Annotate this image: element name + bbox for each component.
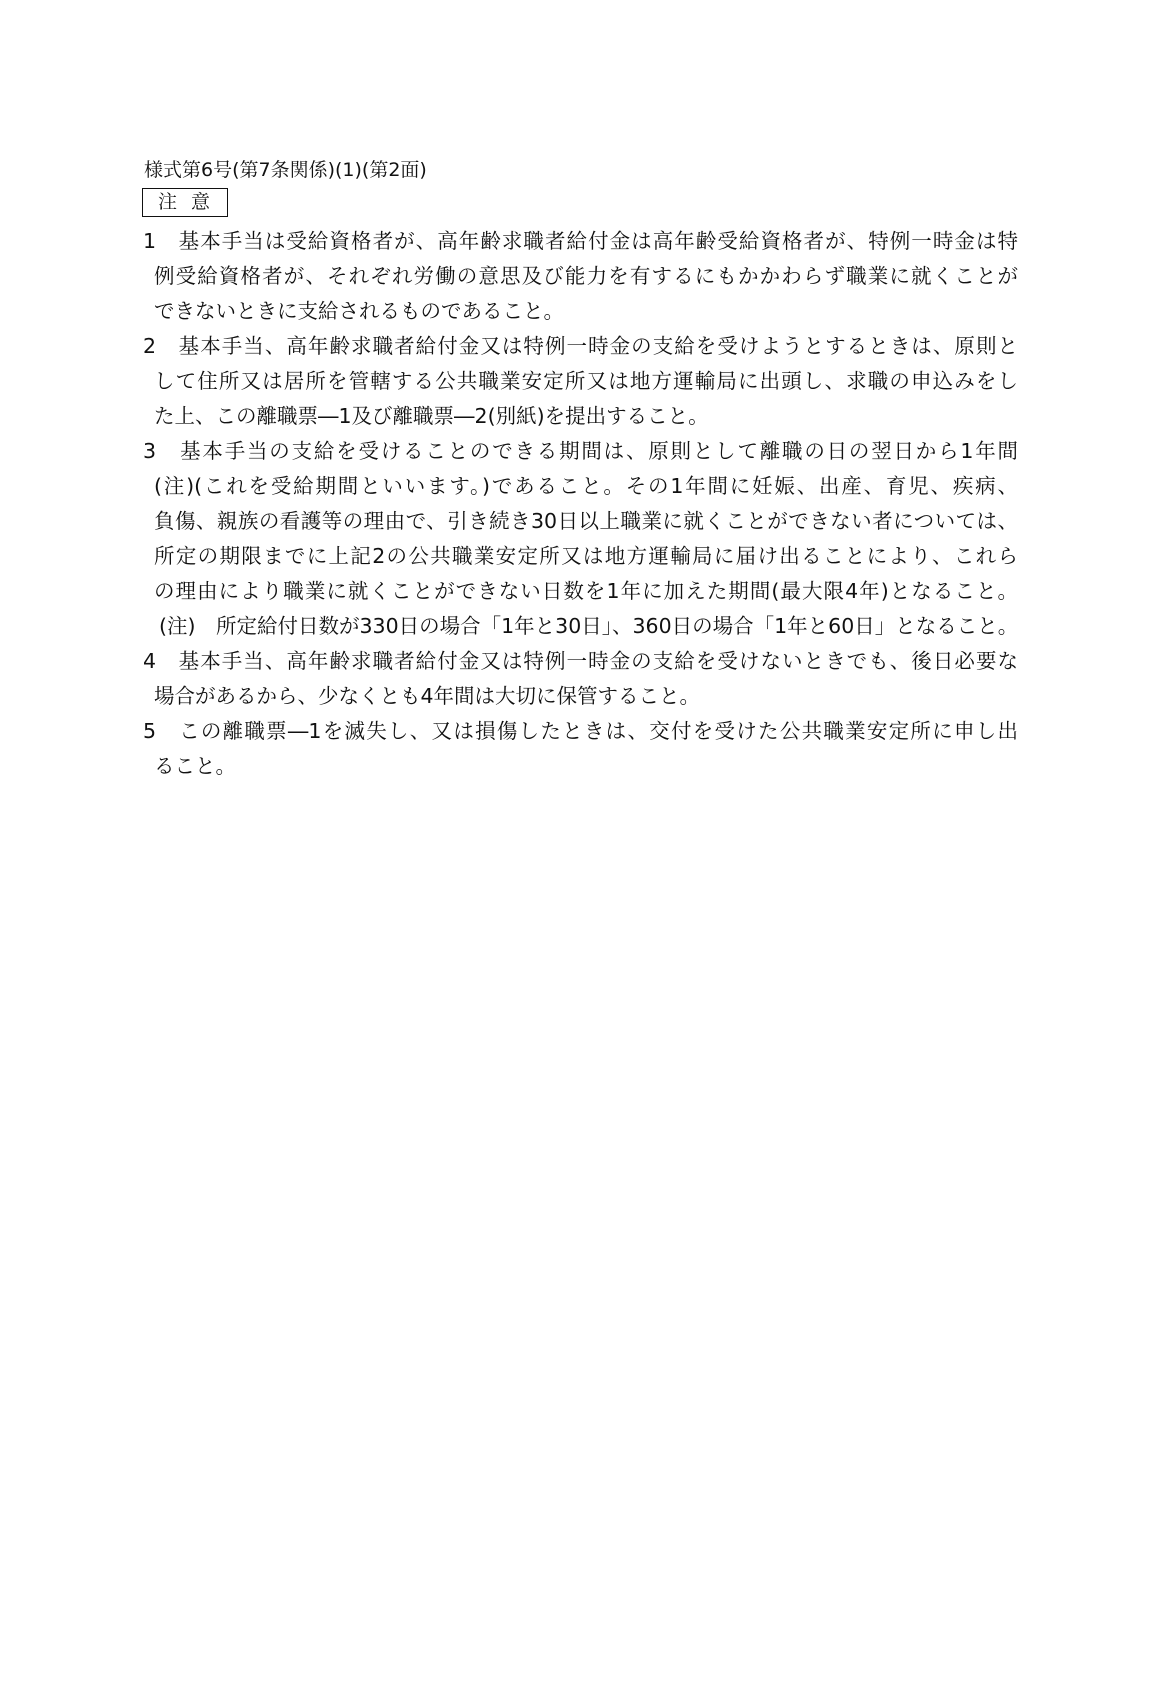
notice-continuation-line: の理由により職業に就くことができない日数を1年に加えた期間(最大限4年)となること。 bbox=[154, 579, 1018, 603]
notice-footnote-line: (注) 所定給付日数が330日の場合「1年と30日」、360日の場合「1年と60日」となること。 bbox=[159, 614, 1019, 638]
notice-heading-box: 注意 bbox=[142, 188, 228, 217]
notice-item-line: 3 基本手当の支給を受けることのできる期間は、原則として離職の日の翌日から1年間 bbox=[143, 439, 1018, 463]
notice-continuation-line: た上、この離職票―1及び離職票―2(別紙)を提出すること。 bbox=[154, 404, 709, 428]
notice-continuation-line: 所定の期限までに上記2の公共職業安定所又は地方運輸局に届け出ることにより、これら bbox=[154, 544, 1018, 568]
notice-continuation-line: できないときに支給されるものであること。 bbox=[154, 299, 564, 323]
notice-continuation-line: 例受給資格者が、それぞれ労働の意思及び能力を有するにもかかわらず職業に就くことが bbox=[154, 264, 1018, 288]
notice-item-line: 2 基本手当、高年齢求職者給付金又は特例一時金の支給を受けようとするときは、原則と bbox=[143, 334, 1018, 358]
notice-continuation-line: ること。 bbox=[154, 754, 236, 778]
notice-continuation-line: 場合があるから、少なくとも4年間は大切に保管すること。 bbox=[154, 684, 701, 708]
notice-continuation-line: (注)(これを受給期間といいます。)であること。その1年間に妊娠、出産、育児、疾病、 bbox=[154, 474, 1018, 498]
notice-item-line: 5 この離職票―1を滅失し、又は損傷したときは、交付を受けた公共職業安定所に申し出 bbox=[143, 719, 1018, 743]
notice-item-line: 1 基本手当は受給資格者が、高年齢求職者給付金は高年齢受給資格者が、特例一時金は特 bbox=[143, 229, 1018, 253]
notice-continuation-line: 負傷、親族の看護等の理由で、引き続き30日以上職業に就くことができない者については、 bbox=[154, 509, 1018, 533]
notice-item-line: 4 基本手当、高年齢求職者給付金又は特例一時金の支給を受けないときでも、後日必要な bbox=[143, 649, 1018, 673]
notice-continuation-line: して住所又は居所を管轄する公共職業安定所又は地方運輸局に出頭し、求職の申込みをし bbox=[154, 369, 1018, 393]
notice-body bbox=[143, 224, 1018, 784]
form-title: 様式第6号(第7条関係)(1)(第2面) bbox=[144, 159, 427, 181]
